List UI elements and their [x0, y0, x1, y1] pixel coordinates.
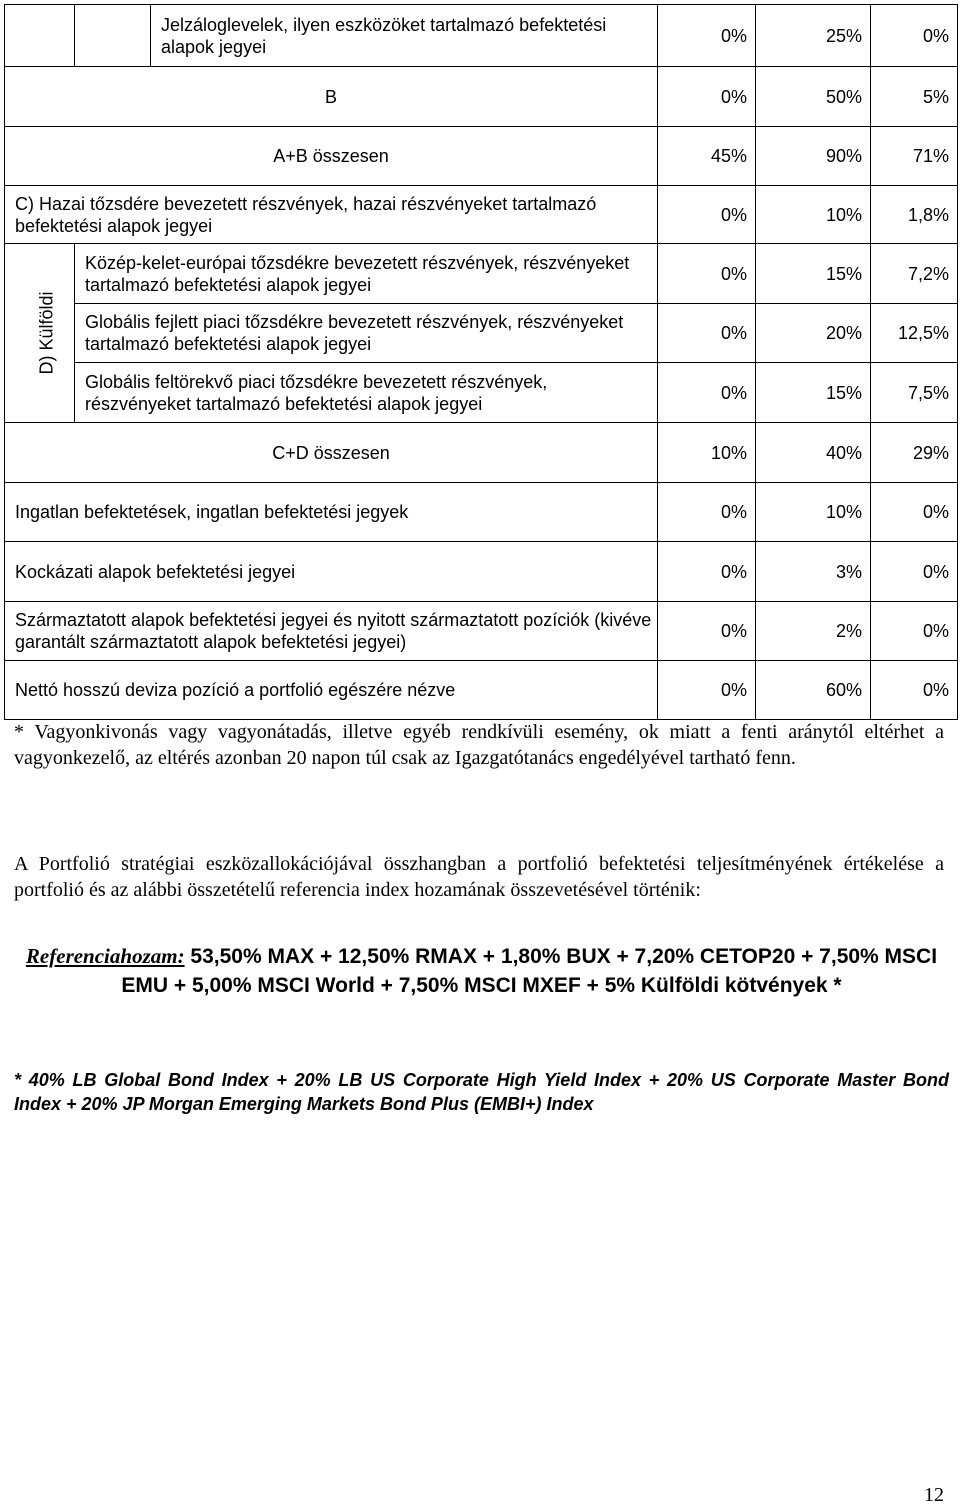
- row-label: C+D összesen: [5, 423, 658, 483]
- target-value: 10%: [756, 483, 871, 542]
- min-value: 0%: [658, 304, 756, 363]
- table-row: [5, 483, 958, 542]
- min-value: 0%: [658, 244, 756, 304]
- max-value: 71%: [871, 127, 958, 186]
- row-label: C) Hazai tőzsdére bevezetett részvények, hazai részvényeket tartalmazó befektetési alapok jegyei: [5, 186, 658, 244]
- table-row: [5, 602, 958, 661]
- max-value: 12,5%: [871, 304, 958, 363]
- row-label: B: [5, 67, 658, 127]
- max-value: 0%: [871, 661, 958, 720]
- table-row: [5, 67, 958, 127]
- min-value: 10%: [658, 423, 756, 483]
- max-value: 7,2%: [871, 244, 958, 304]
- min-value: 0%: [658, 542, 756, 602]
- target-value: 20%: [756, 304, 871, 363]
- reference-formula: 53,50% MAX + 12,50% RMAX + 1,80% BUX + 7,20% CETOP20 + 7,50% MSCI EMU + 5,00% MSCI World + 7,50% MSCI MXEF + 5% Külföldi kötvények *: [121, 945, 938, 997]
- min-value: 0%: [658, 5, 756, 67]
- row-label: Származtatott alapok befektetési jegyei és nyitott származtatott pozíciók (kivéve garantált származtatott alapok befektetési jegyei): [5, 602, 658, 661]
- target-value: 10%: [756, 186, 871, 244]
- max-value: 1,8%: [871, 186, 958, 244]
- bond-index-footnote: * 40% LB Global Bond Index + 20% LB US Corporate High Yield Index + 20% US Corporate Master Bond Index + 20% JP Morgan Emerging Markets Bond Plus (EMBI+) Index: [14, 1070, 949, 1114]
- min-value: 0%: [658, 186, 756, 244]
- table-row: [5, 244, 958, 304]
- target-value: 2%: [756, 602, 871, 661]
- table-row: [5, 5, 958, 67]
- deviation-note: * Vagyonkivonás vagy vagyonátadás, illetve egyéb rendkívüli esemény, ok miatt a fenti aránytól eltérhet a vagyonkezelő, az eltérés azonban 20 napon túl csak az Igazgatótanács engedélyével tartható fenn.: [14, 721, 944, 769]
- min-value: 0%: [658, 661, 756, 720]
- reference-label: Referenciahozam:: [25, 944, 185, 968]
- table-row: [5, 304, 958, 363]
- row-label: Kockázati alapok befektetési jegyei: [5, 542, 658, 602]
- table-row: [5, 542, 958, 602]
- target-value: 15%: [756, 244, 871, 304]
- table-row: [5, 186, 958, 244]
- target-value: 3%: [756, 542, 871, 602]
- page-number: 12: [924, 1484, 944, 1506]
- table-row: [5, 127, 958, 186]
- max-value: 7,5%: [871, 363, 958, 423]
- table-row: [5, 661, 958, 720]
- table-row: [5, 423, 958, 483]
- min-value: 0%: [658, 363, 756, 423]
- row-label: Ingatlan befektetések, ingatlan befektetési jegyek: [5, 483, 658, 542]
- row-label: A+B összesen: [5, 127, 658, 186]
- max-value: 0%: [871, 5, 958, 67]
- max-value: 0%: [871, 542, 958, 602]
- min-value: 0%: [658, 67, 756, 127]
- min-value: 0%: [658, 602, 756, 661]
- target-value: 90%: [756, 127, 871, 186]
- target-value: 15%: [756, 363, 871, 423]
- benchmark-intro: A Portfolió stratégiai eszközallokációjával összhangban a portfolió befektetési teljesítményének értékelése a portfolió és az alábbi összetételű referencia index hozamának összevetésével történik:: [14, 853, 944, 901]
- reference-yield: [14, 942, 949, 1000]
- row-label: Közép-kelet-európai tőzsdékre bevezetett részvények, részvényeket tartalmazó befektetési alapok jegyei: [75, 244, 658, 304]
- max-value: 5%: [871, 67, 958, 127]
- min-value: 0%: [658, 483, 756, 542]
- target-value: 60%: [756, 661, 871, 720]
- min-value: 45%: [658, 127, 756, 186]
- table-row: [5, 363, 958, 423]
- target-value: 25%: [756, 5, 871, 67]
- max-value: 0%: [871, 483, 958, 542]
- row-label: Jelzáloglevelek, ilyen eszközöket tartalmazó befektetési alapok jegyei: [151, 5, 658, 67]
- target-value: 40%: [756, 423, 871, 483]
- row-label: Globális feltörekvő piaci tőzsdékre bevezetett részvények, részvényeket tartalmazó befektetési alapok jegyei: [75, 363, 658, 423]
- row-label: Globális fejlett piaci tőzsdékre bevezetett részvények, részvényeket tartalmazó befektetési alapok jegyei: [75, 304, 658, 363]
- group-d-label: D) Külföldi: [5, 244, 75, 423]
- row-label: Nettó hosszú deviza pozíció a portfolió egészére nézve: [5, 661, 658, 720]
- max-value: 29%: [871, 423, 958, 483]
- allocation-table: [4, 4, 958, 720]
- max-value: 0%: [871, 602, 958, 661]
- target-value: 50%: [756, 67, 871, 127]
